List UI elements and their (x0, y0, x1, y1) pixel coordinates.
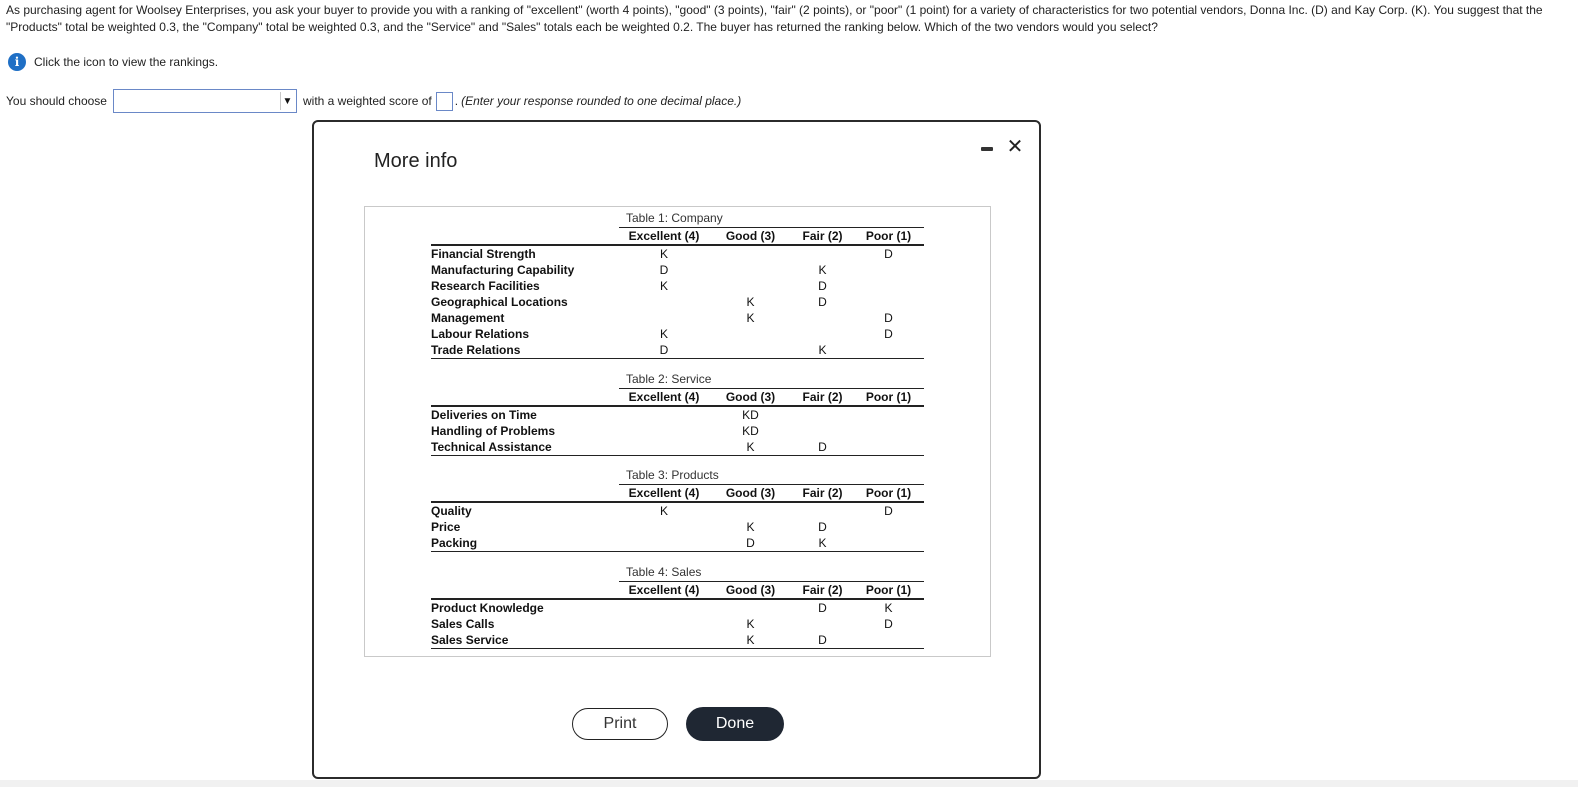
rating-cell (853, 342, 924, 359)
rating-cell (792, 245, 853, 262)
row-label: Sales Service (431, 632, 619, 649)
rating-cell: D (818, 279, 827, 293)
minimize-icon[interactable] (980, 144, 994, 154)
answer-instruction: (Enter your response rounded to one decimal place.) (461, 94, 742, 108)
rating-cell: K (792, 535, 853, 552)
rating-cell (853, 278, 924, 294)
rating-cell: D (709, 535, 792, 552)
column-header: Poor (1) (853, 582, 924, 600)
column-header: Fair (2) (792, 228, 853, 246)
ranking-table (431, 211, 924, 359)
ranking-table (431, 468, 924, 552)
answer-middle-text: with a weighted score of (302, 94, 432, 108)
rankings-panel (364, 206, 991, 657)
rating-cell: K (709, 632, 792, 649)
rating-cell: K (659, 247, 668, 261)
table-caption: Table 1: Company (626, 211, 723, 225)
page-bottom-strip (0, 780, 1578, 787)
done-button[interactable]: Done (686, 707, 784, 741)
rating-cell (792, 310, 853, 326)
close-icon[interactable]: ✕ (1006, 136, 1024, 158)
column-header: Poor (1) (853, 485, 924, 503)
rating-cell (709, 262, 792, 278)
row-label: Sales Calls (431, 617, 495, 631)
rating-cell: K (746, 520, 755, 534)
rating-cell (792, 616, 853, 632)
rating-cell: D (818, 295, 827, 309)
table-caption: Table 4: Sales (626, 565, 702, 579)
more-info-dialog (312, 120, 1041, 779)
rating-cell (709, 502, 792, 519)
table-row (431, 310, 924, 326)
table-row (431, 406, 924, 423)
ranking-table (431, 565, 924, 649)
rating-cell (853, 423, 924, 439)
row-label: Research Facilities (431, 279, 540, 293)
dropdown-arrow-icon: ▼ (280, 92, 294, 110)
row-label: Geographical Locations (431, 295, 568, 309)
table-row (431, 326, 924, 342)
rating-cell: K (746, 617, 755, 631)
table-row (431, 439, 924, 456)
rating-cell (619, 423, 709, 439)
table-row (431, 262, 924, 278)
rating-cell: KD (742, 408, 759, 422)
rating-cell: D (884, 504, 893, 518)
row-label: Labour Relations (431, 327, 530, 341)
answer-line (6, 89, 741, 113)
row-label: Trade Relations (431, 342, 619, 359)
rating-cell (709, 245, 792, 262)
rating-cell: D (884, 327, 893, 341)
rating-cell: D (818, 520, 827, 534)
column-header: Fair (2) (792, 485, 853, 503)
rating-cell (619, 519, 709, 535)
rating-cell (792, 406, 853, 423)
table-row (431, 535, 924, 552)
table-row (431, 278, 924, 294)
table-row (431, 616, 924, 632)
rating-cell: K (709, 439, 792, 456)
rating-cell (709, 599, 792, 616)
row-label: Deliveries on Time (431, 408, 537, 422)
table-caption: Table 2: Service (626, 372, 712, 386)
rating-cell: K (659, 327, 668, 341)
answer-prefix: You should choose (6, 94, 107, 108)
question-text: As purchasing agent for Woolsey Enterprises, you ask your buyer to provide you with a ranking of "excellent" (worth 4 points), "good" (3 points), "fair" (2 points), or "poor" (1 point) for a variety of characteristics for two potential vendors, Donna Inc. (D) and Kay Corp. (K). You suggest that the "Products" total be weighted 0.3, the "Company" total be weighted 0.3, and the "Service" and "Sales" totals each be weighted 0.2. The buyer has returned the ranking below. Which of the two vendors would you select? (6, 3, 1543, 34)
row-label: Manufacturing Capability (431, 263, 575, 277)
row-header-blank (431, 389, 619, 407)
rating-cell: K (746, 295, 755, 309)
rating-cell (792, 423, 853, 439)
table-row (431, 423, 924, 439)
row-label: Product Knowledge (431, 601, 544, 615)
rating-cell: KD (742, 424, 759, 438)
column-header: Poor (1) (853, 389, 924, 407)
rating-cell: D (884, 311, 893, 325)
rating-cell: K (792, 342, 853, 359)
table-row (431, 599, 924, 616)
ranking-table (431, 372, 924, 456)
table-row (431, 632, 924, 649)
rating-cell (792, 326, 853, 342)
column-header: Poor (1) (853, 228, 924, 246)
info-line (8, 52, 218, 72)
table-row (431, 245, 924, 262)
rating-cell (709, 342, 792, 359)
rating-cell (709, 278, 792, 294)
row-label: Financial Strength (431, 247, 536, 261)
table-row (431, 294, 924, 310)
rating-cell: D (792, 439, 853, 456)
column-header: Good (3) (709, 485, 792, 503)
rating-cell (619, 294, 709, 310)
rating-cell: D (619, 342, 709, 359)
vendor-select[interactable] (113, 89, 297, 113)
rating-cell: K (818, 263, 827, 277)
rating-cell: D (818, 601, 827, 615)
rating-cell: K (659, 279, 668, 293)
weighted-score-input[interactable] (436, 92, 453, 111)
row-label: Packing (431, 535, 619, 552)
rating-cell (853, 439, 924, 456)
rating-cell (619, 599, 709, 616)
table-row (431, 519, 924, 535)
column-header: Excellent (4) (619, 485, 709, 503)
rating-cell: K (884, 601, 893, 615)
column-header: Good (3) (709, 228, 792, 246)
column-header: Good (3) (709, 389, 792, 407)
rating-cell (709, 326, 792, 342)
rating-cell: D (659, 263, 669, 277)
column-header: Excellent (4) (619, 582, 709, 600)
rating-cell: D (884, 247, 893, 261)
row-label: Handling of Problems (431, 424, 556, 438)
rating-cell (619, 439, 709, 456)
row-label: Technical Assistance (431, 439, 619, 456)
rating-cell (619, 632, 709, 649)
row-label: Management (431, 311, 505, 325)
table-caption: Table 3: Products (626, 468, 719, 482)
rating-cell: D (792, 632, 853, 649)
row-header-blank (431, 582, 619, 600)
column-header: Good (3) (709, 582, 792, 600)
rating-cell (853, 632, 924, 649)
rating-cell (853, 535, 924, 552)
dialog-title: More info (374, 150, 458, 172)
rating-cell (619, 310, 709, 326)
column-header: Excellent (4) (619, 389, 709, 407)
column-header: Fair (2) (792, 389, 853, 407)
rating-cell (853, 262, 924, 278)
row-label: Price (431, 520, 461, 534)
rating-cell: K (659, 504, 668, 518)
print-button[interactable]: Print (572, 708, 668, 740)
info-icon[interactable]: i (8, 53, 26, 71)
info-text: Click the icon to view the rankings. (34, 55, 219, 69)
rating-cell (853, 519, 924, 535)
row-header-blank (431, 485, 619, 503)
rating-cell (792, 502, 853, 519)
rating-cell (853, 294, 924, 310)
table-row (431, 502, 924, 519)
rating-cell (853, 406, 924, 423)
table-row (431, 342, 924, 359)
period: . (454, 94, 459, 108)
row-label: Quality (431, 504, 472, 518)
column-header: Fair (2) (792, 582, 853, 600)
rating-cell (619, 616, 709, 632)
column-header: Excellent (4) (619, 228, 709, 246)
rating-cell (619, 406, 709, 423)
rating-cell: D (884, 617, 893, 631)
rating-cell (619, 535, 709, 552)
rating-cell: K (746, 311, 755, 325)
row-header-blank (431, 228, 619, 246)
